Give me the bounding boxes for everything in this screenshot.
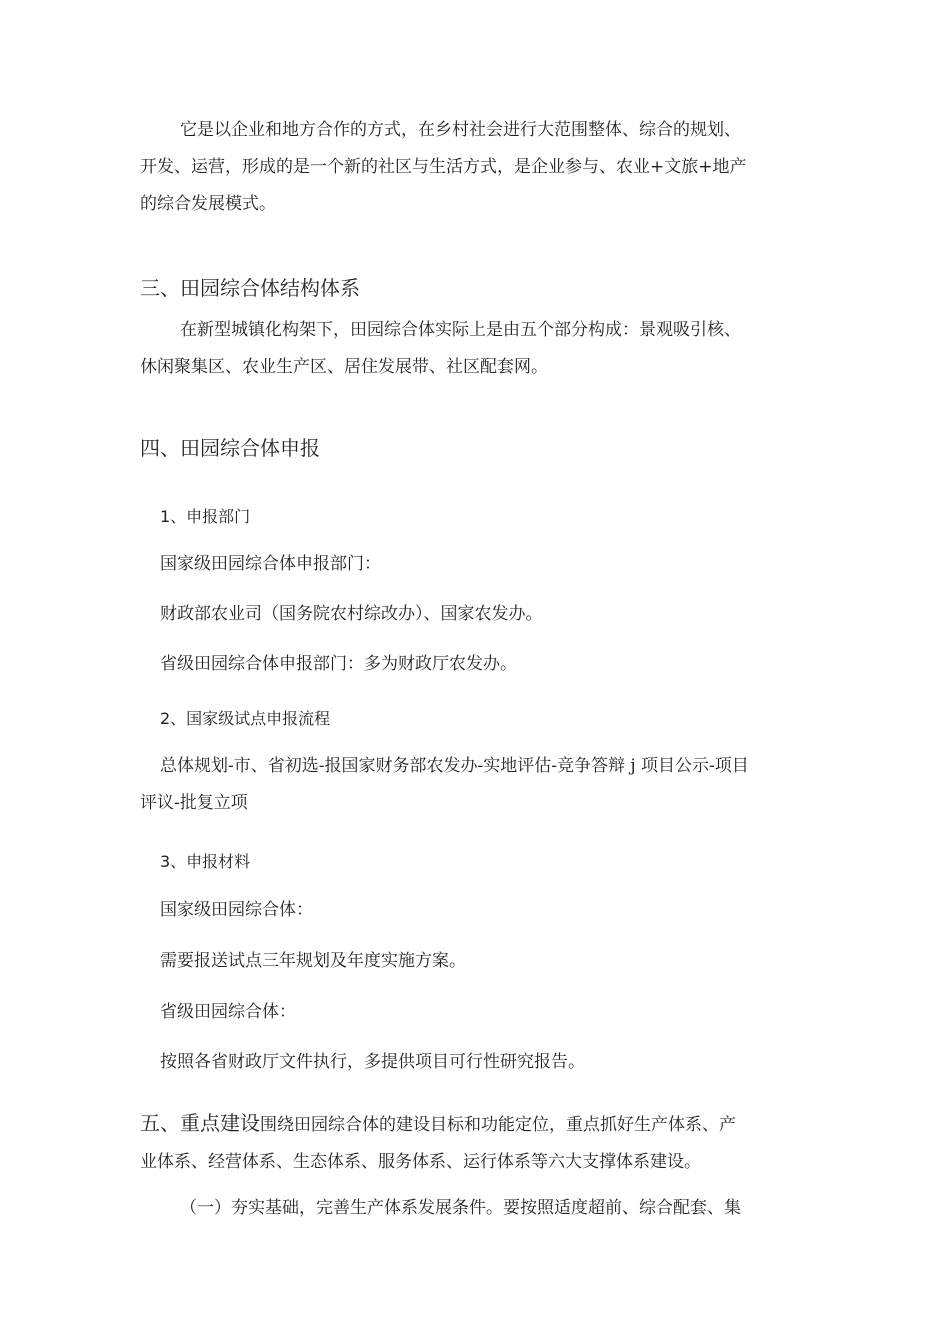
section-heading-4: 四、田园综合体申报 <box>140 436 320 460</box>
text-line <box>140 1105 816 1144</box>
text-line: 国家级田园综合体： <box>160 900 313 920</box>
text-line: 省级田园综合体申报部门：多为财政厅农发办。 <box>160 654 517 674</box>
text-line: 的综合发展模式。 <box>140 194 276 214</box>
subsection-heading-3: 3、申报材料 <box>160 852 251 871</box>
text-line: 业体系、经营体系、生态体系、服务体系、运行体系等六大支撑体系建设。 <box>140 1152 701 1172</box>
text-line: 评议-批复立项 <box>140 793 248 813</box>
section-heading-3: 三、田园综合体结构体系 <box>140 276 360 300</box>
text-line: 省级田园综合体： <box>160 1002 296 1022</box>
section-heading-5-text: 围绕田园综合体的建设目标和功能定位，重点抓好生产体系、产 <box>260 1115 736 1135</box>
process-paragraph <box>140 748 816 822</box>
text-line: （一）夯实基础，完善生产体系发展条件。要按照适度超前、综合配套、集 <box>180 1198 741 1218</box>
section-heading-5-title: 五、重点建设 <box>140 1111 260 1135</box>
text-line: 休闲聚集区、农业生产区、居住发展带、社区配套网。 <box>140 357 548 377</box>
text-line: 财政部农业司（国务院农村综改办）、国家农发办。 <box>160 604 543 624</box>
text-line: 需要报送试点三年规划及年度实施方案。 <box>160 951 466 971</box>
text-line: 按照各省财政厅文件执行，多提供项目可行性研究报告。 <box>160 1052 585 1072</box>
intro-paragraph <box>140 112 816 223</box>
section-heading-5 <box>140 1105 816 1181</box>
structure-paragraph <box>140 312 816 386</box>
text-line: 它是以企业和地方合作的方式，在乡村社会进行大范围整体、综合的规划、 <box>180 120 741 140</box>
text-line: 总体规划-市、省初选-报国家财务部农发办-实地评估-竞争答辩 j 项目公示-项目 <box>160 756 749 776</box>
foundation-paragraph <box>140 1190 816 1227</box>
subsection-heading-1: 1、申报部门 <box>160 507 251 526</box>
subsection-heading-2: 2、国家级试点申报流程 <box>160 709 331 728</box>
text-line: 开发、运营，形成的是一个新的社区与生活方式，是企业参与、农业+文旅+地产 <box>140 157 747 177</box>
text-line: 在新型城镇化构架下，田园综合体实际上是由五个部分构成：景观吸引核、 <box>180 320 741 340</box>
text-line: 国家级田园综合体申报部门： <box>160 554 381 574</box>
